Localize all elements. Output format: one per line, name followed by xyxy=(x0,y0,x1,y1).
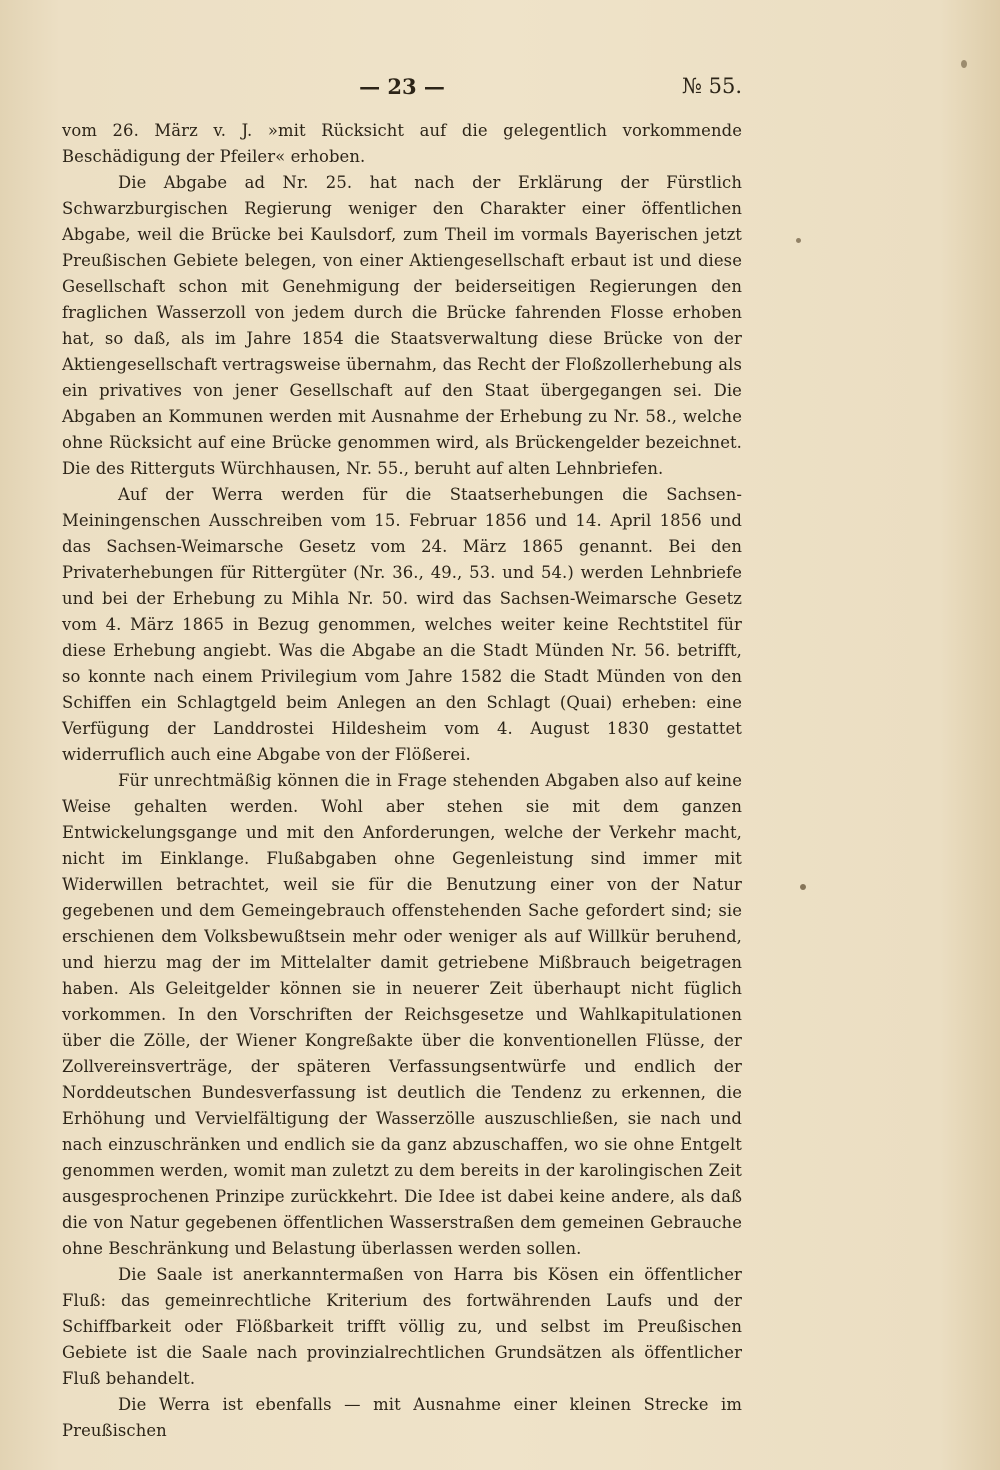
body-text xyxy=(62,118,742,1444)
paper-speck xyxy=(796,238,801,243)
paragraph: Auf der Werra werden für die Staatserhebungen die Sachsen-Meiningenschen Ausschreiben vom 15. Februar 1856 und 14. April 1856 und das Sachsen-Weimarsche Gesetz vom 24. März 1865 genannt. Bei den Privaterhebungen für Rittergüter (Nr. 36., 49., 53. und 54.) werden Lehnbriefe und bei der Erhebung zu Mihla Nr. 50. wird das Sachsen-Weimarsche Gesetz vom 4. März 1865 in Bezug genommen, welches weiter keine Rechtstitel für diese Erhebung angiebt. Was die Abgabe an die Stadt Münden Nr. 56. betrifft, so konnte nach einem Privilegium vom Jahre 1582 die Stadt Münden von den Schiffen ein Schlagtgeld beim Anlegen an den Schlagt (Quai) erheben: eine Verfügung der Landdrostei Hildesheim vom 4. August 1830 gestattet widerruflich auch eine Abgabe von der Flößerei. xyxy=(62,485,742,764)
document-number: № 55. xyxy=(682,74,742,98)
paragraph: Die Saale ist anerkanntermaßen von Harra bis Kösen ein öffentlicher Fluß: das gemeinrechtliche Kriterium des fortwährenden Laufs und der Schiffbarkeit oder Flößbarkeit trifft völlig zu, und selbst im Preußischen Gebiete ist die Saale nach provinzialrechtlichen Grundsätzen als öffentlicher Fluß behandelt. xyxy=(62,1265,742,1388)
paper-speck xyxy=(800,884,806,890)
paragraph: Die Werra ist ebenfalls — mit Ausnahme einer kleinen Strecke im Preußischen xyxy=(62,1395,742,1440)
paper-speck xyxy=(961,60,967,68)
paragraph: vom 26. März v. J. »mit Rücksicht auf die gelegentlich vorkommende Beschädigung der Pfeiler« erhoben. xyxy=(62,121,742,166)
page-header xyxy=(62,74,742,104)
page-number: — 23 — xyxy=(359,74,445,99)
paragraph: Für unrechtmäßig können die in Frage stehenden Abgaben also auf keine Weise gehalten werden. Wohl aber stehen sie mit dem ganzen Entwickelungsgange und mit den Anforderungen, welche der Verkehr macht, nicht im Einklange. Flußabgaben ohne Gegenleistung sind immer mit Widerwillen betrachtet, weil sie für die Benutzung einer von der Natur gegebenen und dem Gemeingebrauch offenstehenden Sache gefordert sind; sie erschienen dem Volksbewußtsein mehr oder weniger als auf Willkür beruhend, und hierzu mag der im Mittelalter damit getriebene Mißbrauch beigetragen haben. Als Geleitgelder können sie in neuerer Zeit überhaupt nicht füglich vorkommen. In den Vorschriften der Reichsgesetze und Wahlkapitulationen über die Zölle, der Wiener Kongreßakte über die konventionellen Flüsse, der Zollvereinsverträge, der späteren Verfassungsentwürfe und endlich der Norddeutschen Bundesverfassung ist deutlich die Tendenz zu erkennen, die Erhöhung und Vervielfältigung der Wasserzölle auszuschließen, sie nach und nach einzuschränken und endlich sie da ganz abzuschaffen, wo sie ohne Entgelt genommen werden, womit man zuletzt zu dem bereits in der karolingischen Zeit ausgesprochenen Prinzipe zurückkehrt. Die Idee ist dabei keine andere, als daß die von Natur gegebenen öffentlichen Wasserstraßen dem gemeinen Gebrauche ohne Beschränkung und Belastung überlassen werden sollen. xyxy=(62,771,742,1258)
paragraph: Die Abgabe ad Nr. 25. hat nach der Erklärung der Fürstlich Schwarzburgischen Regierung weniger den Charakter einer öffentlichen Abgabe, weil die Brücke bei Kaulsdorf, zum Theil im vormals Bayerischen jetzt Preußischen Gebiete belegen, von einer Aktiengesellschaft erbaut ist und diese Gesellschaft schon mit Genehmigung der beiderseitigen Regierungen den fraglichen Wasserzoll von jedem durch die Brücke fahrenden Flosse erhoben hat, so daß, als im Jahre 1854 die Staatsverwaltung diese Brücke von der Aktiengesellschaft vertragsweise übernahm, das Recht der Floßzollerhebung als ein privatives von jener Gesellschaft auf den Staat übergegangen sei. Die Abgaben an Kommunen werden mit Ausnahme der Erhebung zu Nr. 58., welche ohne Rücksicht auf eine Brücke genommen wird, als Brückengelder bezeichnet. Die des Ritterguts Würchhausen, Nr. 55., beruht auf alten Lehnbriefen. xyxy=(62,173,742,478)
